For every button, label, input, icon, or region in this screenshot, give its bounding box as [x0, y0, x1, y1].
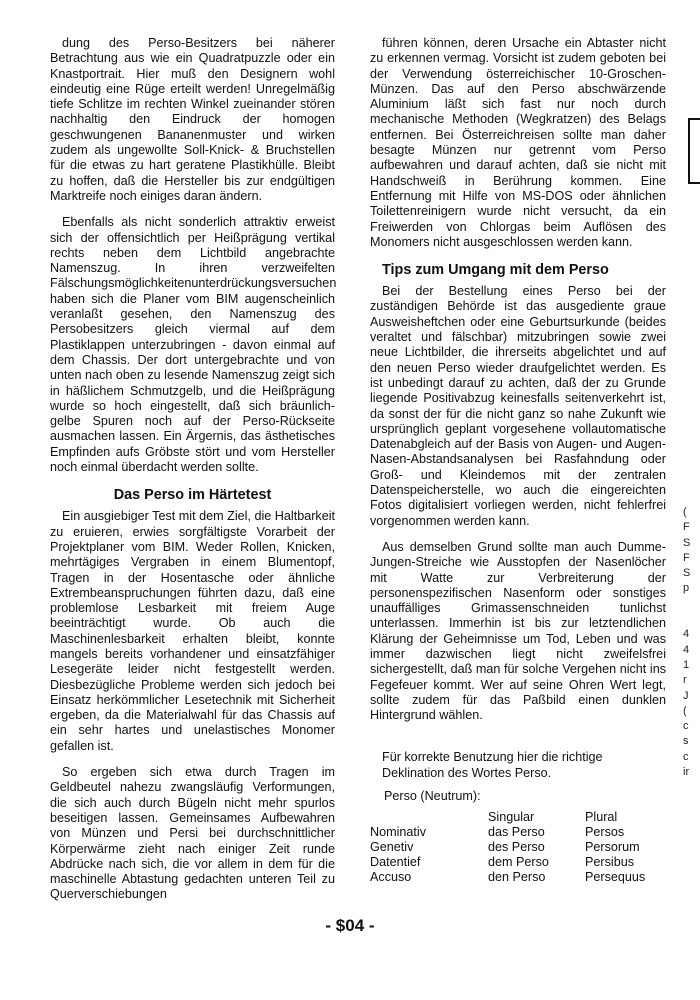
paragraph: Ebenfalls als nicht sonderlich attraktiv erweist sich der offensichtlich per Heißprägung vertikal rechts neben dem Lichtbild angebrachte Namenszug. In ihren verzweifelten Fälschungsmöglichkeitenunterdrückungsversuchen haben sich die Planer vom BIM augenscheinlich veranlaßt gesehen, den Namenszug des Persobesitzers gleich viermal auf dem Plastiklappen unterzubringen - davon einmal auf dem Chassis. Der dort untergebrachte und von unten nach oben zu lesende Namenszug zeigt sich in häßlichem Schmutzgelb, und die Heißprägung wurde so hoch eingestellt, daß sich bräunlich-gelbe Spuren noch auf der Perso-Rückseite ausmachen lassen. Ein Ärgernis, das ästhetisches Empfinden aufs Gröbste stört und vom Hersteller noch einmal überdacht werden sollte. — [50, 215, 337, 475]
edge-fragment: r — [683, 674, 687, 687]
declension-row — [370, 870, 645, 885]
edge-fragment: F — [683, 551, 690, 564]
paragraph: Bei der Bestellung eines Perso bei der zuständigen Behörde ist das ausgediente graue Ausweisheftchen oder eine Geburtsurkunde (beides veraltet und fälschbar) mitzubringen sowie zwei neue Lichtbilder, die ihrerseits abgelichtet und auf den neuen Perso wieder draufgelichtet werden. Es ist unbedingt darauf zu achten, daß der zu Grunde liegende Positivabzug keinesfalls seitenverkehrt ist, da sonst der für die nicht ganz so nahe Zukunft wie ursprünglich geplant vorgesehene vollautomatische Datenabgleich auf der Basis von Augen- und Augen-Nasen-Abstandsanalysen bei Rasfahndung oder Groß- und Kleindemos mit der zentralen Datenspeicherstelle, wo auch die eingereichten Fotos digitalisiert vorliegen werden, nicht fehlerfrei vorgenommen werden kann. — [370, 284, 666, 528]
declension-intro: Für korrekte Benutzung hier die richtige Deklination des Wortes Perso. — [382, 750, 603, 780]
left-column — [50, 36, 335, 914]
declension-header-cell: Singular — [488, 810, 535, 825]
plural-form: Persequus — [585, 870, 646, 885]
paragraph: Aus demselben Grund sollte man auch Dumme-Jungen-Streiche wie Ausstopfen der Nasenlöcher mit Watte zur Verbreiterung der personenspezifischen Nasenform oder sonstiges unauffälliges Grimassenschneiden tunlichst unterlassen. Immerhin ist bis zur letztendlichen Klärung der Geheimnisse um Tod, Leben und was immer dazwischen liegt nicht zweifelsfrei sichergestellt, daß man für solche Vergehen nicht ins Fegefeuer kommt. Wer auf seine Ohren Wert legt, sollte zudem für das Paßbild einen dunklen Hintergrund wählen. — [370, 539, 666, 723]
declension-row — [370, 855, 645, 870]
paragraph: Ein ausgiebiger Test mit dem Ziel, die Haltbarkeit zu eruieren, erwies sorgfältigste Vorarbeit der Projektplaner vom BIM. Weder Rollen, Knicken, mehrtägiges Vergraben in einem Blumentopf, Tragen in der Hosentasche oder ähnliche Extrembeanspruchungen führten dazu, daß eine problemlose Lesbarkeit mit freiem Auge beeinträchtigt wurde. Ob auch die Maschinenlesbarkeit erhalten bleibt, konnte mangels bereits vorhandener und einsatzfähiger Lesegeräte leider nicht festgestellt werden. Diesbezügliche Probleme werden sich jedoch bei Einsatz herkömmlicher Lesetechnik mit Sicherheit ergeben, da die Materialwahl für das Chassis auf ein sehr hartes und unelastisches Monomer gefallen ist. — [50, 509, 335, 753]
plural-form: Persibus — [585, 855, 634, 870]
declension-table — [370, 810, 645, 885]
edge-fragment: J — [683, 689, 689, 702]
singular-form: den Perso — [488, 870, 546, 885]
paragraph: So ergeben sich etwa durch Tragen im Geldbeutel nahezu zwangsläufig Verformungen, die sich auch durch Bügeln nicht mehr spurlos beseitigen lassen. Gemeinsames Aufbewahren von Münzen und Persi bei durchschnittlicher Körperwärme zieht nach einiger Zeit runde Abdrücke nach sich, die vor allem in dem für die maschinelle Abtastung gedachten unteren Teil zu Querverschiebungen — [50, 765, 335, 902]
edge-fragment — [683, 597, 700, 612]
singular-form: des Perso — [488, 840, 545, 855]
singular-form: das Perso — [488, 825, 545, 840]
page-number: - $04 - — [325, 916, 375, 935]
section-heading: Tips zum Umgang mit dem Perso — [382, 262, 609, 279]
declension-row — [370, 840, 645, 855]
adjacent-page-fragments — [683, 505, 700, 780]
edge-fragment: 1 — [683, 658, 690, 671]
right-column-body — [370, 36, 666, 723]
edge-fragment: 4 — [683, 643, 690, 656]
singular-form: dem Perso — [488, 855, 549, 870]
edge-fragment: ( — [683, 704, 687, 717]
plural-form: Persorum — [585, 840, 640, 855]
case-name: Nominativ — [370, 825, 426, 840]
declension-label: Perso (Neutrum): — [384, 789, 481, 804]
paragraph: führen können, deren Ursache ein Abtaster nicht zu erkennen vermag. Vorsicht ist zudem geboten bei der Verwendung österreichischer 10-Groschen-Münzen. Das auf den Perso abschwärzende Aluminium läßt sich fast nur noch durch mechanische Methoden (Wegkratzen) des Belags entfernen. Bei Österreichreisen sollte man daher besagte Münzen nur getrennt vom Perso aufbewahren und darauf achten, daß sie nicht mit Handschweiß in Berührung kommen. Eine Entfernung mit Hilfe von MS-DOS oder ähnlichen Toilettenreinigern wurde nicht versucht, da ein Freiwerden von Chlorgas beim Auflösen des Monomers nicht ausgeschlossen werden kann. — [370, 36, 666, 249]
edge-fragment: p — [683, 582, 690, 595]
case-name: Accuso — [370, 870, 412, 885]
edge-fragment: c — [683, 720, 689, 733]
case-name: Datentief — [370, 855, 421, 870]
edge-fragment: ir — [683, 766, 690, 779]
declension-header-cell: Plural — [585, 810, 618, 825]
plural-form: Persos — [585, 825, 625, 840]
section-heading: Das Perso im Härtetest — [113, 487, 272, 504]
edge-fragment: S — [683, 536, 691, 549]
edge-fragment: 4 — [683, 628, 690, 641]
edge-fragment — [683, 612, 700, 627]
case-name: Genetiv — [370, 840, 414, 855]
declension-header-cell — [370, 810, 488, 825]
paragraph: dung des Perso-Besitzers bei näherer Betrachtung aus wie ein Quadratpuzzle oder ein Knastportrait. Hier muß den Designern wohl eindeutig eine Rüge erteilt werden! Unregelmäßig tiefe Schlitze im rechten Winkel zueinander stören nachhaltig den Eindruck der homogen geschwungenen Bananenmuster und wirken zudem als ungewollte Soll-Knick- & Bruchstellen für die etwas zu hart geratene Plastikhülle. Bleibt zu hoffen, daß die Hersteller bis zur endgültigen Marktreife noch einiges daran ändern. — [50, 36, 335, 203]
edge-fragment: c — [683, 750, 689, 763]
adjacent-page-box-edge — [688, 118, 700, 184]
declension-row — [370, 825, 645, 840]
edge-fragment: S — [683, 567, 691, 580]
edge-fragment: ( — [683, 506, 687, 518]
edge-fragment: s — [683, 735, 689, 748]
declension-header-row — [370, 810, 645, 825]
right-column — [370, 36, 666, 885]
edge-fragment: F — [683, 521, 690, 534]
